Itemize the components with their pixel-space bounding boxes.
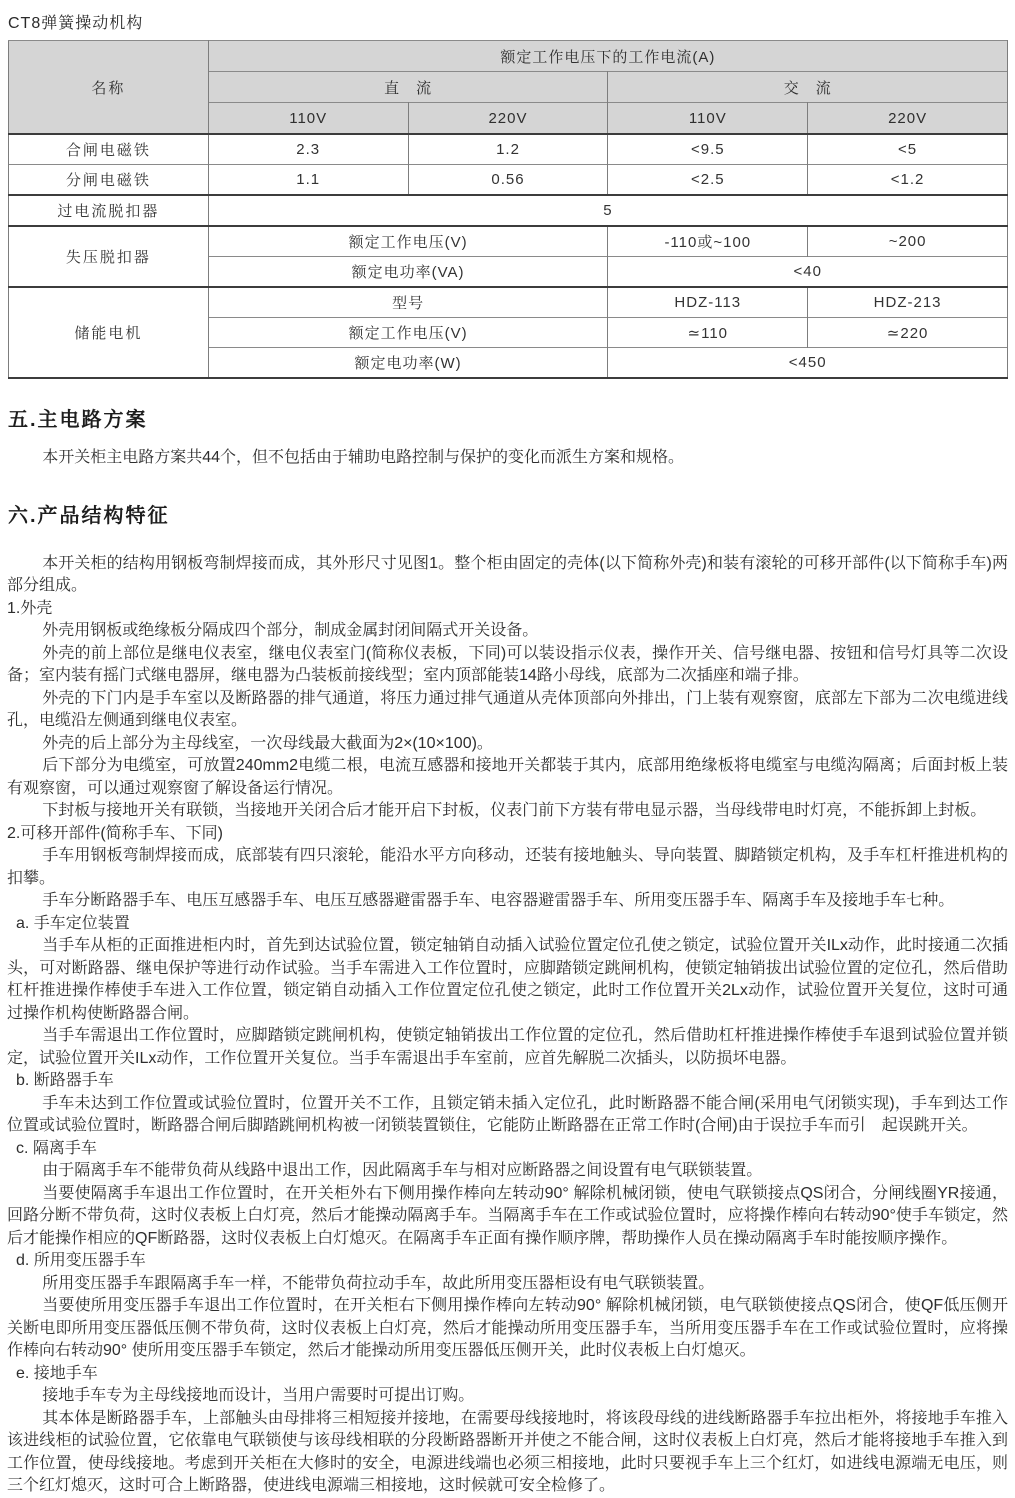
spec-table (8, 40, 1008, 379)
list-label: e. 接地手车 (16, 1364, 98, 1382)
list-label: 1.外壳 (7, 599, 53, 617)
section-body (7, 553, 1008, 1498)
list-label: 2.可移开部件(简称手车、下同) (7, 824, 224, 842)
table-header-row-1 (9, 41, 1008, 72)
cell-value: HDZ-113 (608, 287, 808, 318)
paragraph: 手车未达到工作位置或试验位置时，位置开关不工作，且锁定销未插入定位孔，此时断路器不能合闸(采用电气闭锁实现)，手车到达工作位置或试验位置时，断路器合闸后脚踏跳闸机构被一闭锁装置锁住，它能防止断路器在正常工作时(合闸)由于误拉手车而引 起误跳开关。 (7, 1094, 1008, 1134)
table-row-energy-storage-motor-1 (9, 287, 1008, 318)
cell-value: ≃110 (608, 318, 808, 348)
cell-value: -110或~100 (608, 226, 808, 257)
cell-param: 型号 (208, 287, 608, 318)
col-header-current: 额定工作电压下的工作电流(A) (208, 41, 1007, 72)
section-heading-product-structure: 六.产品结构特征 (8, 504, 170, 527)
col-header-name: 名称 (9, 41, 209, 135)
paragraph: 当手车从柜的正面推进柜内时，首先到达试验位置，锁定轴销自动插入试验位置定位孔使之锁定，试验位置开关ILx动作，此时接通二次插头，可对断路器、继电保护等进行动作试验。当手车需进入工作位置时，应脚踏锁定跳闸机构，使锁定轴销拔出试验位置的定位孔，然后借助杠杆推进操作棒使手车进入工作位置，锁定销自动插入工作位置定位孔使之锁定，此时工作位置开关2Lx动作，试验位置开关复位，这时可通过操作机构使断路器合闸。 (7, 937, 1008, 1022)
paragraph: 当要使隔离手车退出工作位置时，在开关柜外右下侧用操作棒向左转动90° 解除机械闭锁，使电气联锁接点QS闭合，分闸线圈YR接通，回路分断不带负荷，这时仪表板上白灯亮，然后才能操动隔离手车。当隔离手车在工作或试验位置时，应将操作棒向右转动90°使手车锁定，然后才能操作相应的QF断路器，这时仪表板上白灯熄灭。在隔离手车正面有操作顺序牌，帮助操作人员在操动隔离手车时能按顺序操作。 (7, 1184, 1008, 1247)
cell-value: 1.2 (408, 134, 608, 165)
paragraph: 手车用钢板弯制焊接而成，底部装有四只滚轮，能沿水平方向移动，还装有接地触头、导向装置、脚踏锁定机构，及手车杠杆推进机构的扣攀。 (7, 847, 1008, 887)
cell-value: 1.1 (208, 165, 408, 196)
row-label: 失压脱扣器 (9, 226, 209, 287)
col-header-dc: 直 流 (208, 72, 608, 103)
col-header-voltage: 220V (808, 103, 1008, 135)
cell-value: <2.5 (608, 165, 808, 196)
col-header-voltage: 220V (408, 103, 608, 135)
section-heading-main-circuit: 五.主电路方案 (8, 409, 148, 431)
list-label: a. 手车定位装置 (16, 914, 130, 932)
row-label: 分闸电磁铁 (9, 165, 209, 196)
paragraph: 其本体是断路器手车，上部触头由母排将三相短接并接地，在需要母线接地时，将该段母线的进线断路器手车拉出柜外，将接地手车推入该进线柜的试验位置，它依靠电气联锁使与该母线相联的分段断路器断开并使之不能合闸，这时仪表板上白灯亮，然后才能将接地手车推入到工作位置，使母线接地。考虑到开关柜在大修时的安全，电源进线端也必须三相接地，此时只要视手车上三个红灯，如进线电源端无电压，则三个红灯熄灭，这时可合上断路器，使进线电源端三相接地，这时候就可安全检修了。 (7, 1409, 1008, 1494)
paragraph: 下封板与接地开关有联锁，当接地开关闭合后才能开启下封板，仪表门前下方装有带电显示器，当母线带电时灯亮，不能拆卸上封板。 (42, 802, 987, 819)
cell-value: <1.2 (808, 165, 1008, 196)
cell-value: <40 (608, 257, 1008, 288)
cell-param: 额定工作电压(V) (208, 226, 608, 257)
list-label: b. 断路器手车 (16, 1072, 114, 1089)
cell-value: 2.3 (208, 134, 408, 165)
paragraph: 本开关柜的结构用钢板弯制焊接而成，其外形尺寸见图1。整个柜由固定的壳体(以下简称外壳)和装有滚轮的可移开部件(以下简称手车)两部分组成。 (7, 554, 1008, 594)
table-row-undervoltage-release-1 (9, 226, 1008, 257)
paragraph: 接地手车专为主母线接地而设计，当用户需要时可提出订购。 (42, 1387, 475, 1404)
cell-value: ~200 (808, 226, 1008, 257)
list-label: c. 隔离手车 (16, 1139, 97, 1157)
paragraph: 后下部分为电缆室，可放置240mm2电缆二根，电流互感器和接地开关都装于其内，底部用绝缘板将电缆室与电缆沟隔离；后面封板上装有观察窗，可以通过观察窗了解设备运行情况。 (7, 757, 1008, 797)
paragraph: 本开关柜主电路方案共44个，但不包括由于辅助电路控制与保护的变化而派生方案和规格。 (42, 449, 684, 466)
row-label: 合闸电磁铁 (9, 134, 209, 165)
paragraph: 当要使所用变压器手车退出工作位置时，在开关柜右下侧用操作棒向左转动90° 解除机械闭锁，电气联锁使接点QS闭合，使QF低压侧开关断电即所用变压器低压侧不带负荷，这时仪表板上白灯亮，然后才能操动所用变压器手车，当所用变压器手车在工作或试验位置时，应将操作棒向右转动90° 使所用变压器手车锁定，然后才能操动所用变压器低压侧开关，此时仪表板上白灯熄灭。 (7, 1297, 1008, 1359)
paragraph: 由于隔离手车不能带负荷从线路中退出工作，因此隔离手车与相对应断路器之间设置有电气联锁装置。 (42, 1162, 763, 1179)
table-row-overcurrent-release (9, 195, 1008, 226)
cell-param: 额定电功率(W) (208, 348, 608, 379)
paragraph: 外壳的下门内是手车室以及断路器的排气通道，将压力通过排气通道从壳体顶部向外排出，门上装有观察窗，底部左下部为二次电缆进线孔，电缆沿左侧通到继电仪表室。 (7, 689, 1008, 729)
cell-value: <5 (808, 134, 1008, 165)
paragraph: 手车分断路器手车、电压互感器手车、电压互感器避雷器手车、电容器避雷器手车、所用变压器手车、隔离手车及接地手车七种。 (42, 892, 955, 909)
table-row-closing-coil (9, 134, 1008, 165)
row-label: 过电流脱扣器 (9, 195, 209, 226)
col-header-voltage: 110V (208, 103, 408, 135)
paragraph: 当手车需退出工作位置时，应脚踏锁定跳闸机构，使锁定轴销拔出工作位置的定位孔，然后借助杠杆推进操作棒使手车退到试验位置并锁定，试验位置开关ILx动作，工作位置开关复位。当手车需退出手车室前，应首先解脱二次插头，以防损坏电器。 (7, 1027, 1008, 1067)
row-label: 储能电机 (9, 287, 209, 378)
list-label: d. 所用变压器手车 (16, 1252, 146, 1269)
cell-value: 0.56 (408, 165, 608, 196)
cell-param: 额定工作电压(V) (208, 318, 608, 348)
paragraph: 外壳的前上部位是继电仪表室，继电仪表室门(简称仪表板，下同)可以装设指示仪表，操作开关、信号继电器、按钮和信号灯具等二次设备；室内装有摇门式继电器屏，继电器为凸装板前接线型；室内顶部能装14路小母线，底部为二次插座和端子排。 (7, 644, 1008, 684)
paragraph: 外壳的后上部分为主母线室，一次母线最大截面为2×(10×100)。 (42, 734, 493, 752)
cell-param: 额定电功率(VA) (208, 257, 608, 288)
col-header-ac: 交 流 (608, 72, 1008, 103)
paragraph: 所用变压器手车跟隔离手车一样，不能带负荷拉动手车，故此所用变压器柜设有电气联锁装置。 (42, 1274, 715, 1292)
cell-value: 5 (208, 195, 1007, 226)
cell-value: <9.5 (608, 134, 808, 165)
paragraph: 外壳用钢板或绝缘板分隔成四个部分，制成金属封闭间隔式开关设备。 (42, 622, 539, 639)
cell-value: ≃220 (808, 318, 1008, 348)
cell-value: <450 (608, 348, 1008, 379)
page-title: CT8弹簧操动机构 (8, 15, 144, 32)
col-header-voltage: 110V (608, 103, 808, 135)
cell-value: HDZ-213 (808, 287, 1008, 318)
table-row-opening-coil (9, 165, 1008, 196)
